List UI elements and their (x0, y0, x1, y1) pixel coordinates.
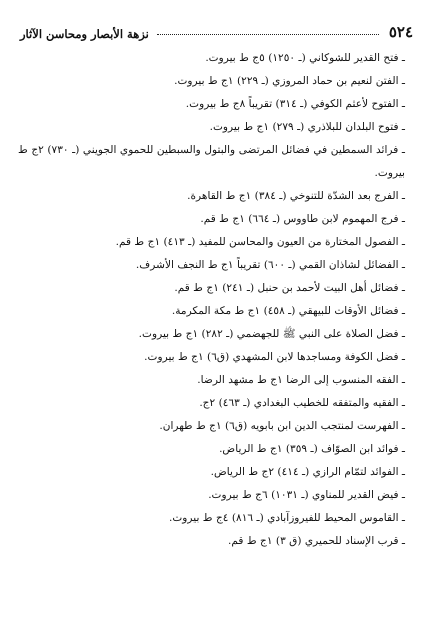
bibliography-entry: ـ فضائل أهل البيت لأحمد بن حنبل (ـ ٢٤١) ١ج ط قم. (174, 282, 405, 294)
bibliography-entry: ـ فيض القدير للمناوي (ـ ١٠٣١) ٦ج ط بيروت. (208, 489, 405, 501)
bibliography-entry: ـ فضل الكوفة ومساجدها لابن المشهدي (ق٦) ١ج ط بيروت. (144, 351, 405, 363)
bibliography-entry: ـ فضائل الأوقات للبيهقي (ـ ٤٥٨) ١ج ط مكة المكرمة. (171, 305, 405, 317)
bibliography-entry: ـ فتح القدير للشوكاني (ـ ١٢٥٠) ٥ج ط بيروت. (205, 52, 405, 64)
bibliography-entry: ـ فوائد ابن الصوّاف (ـ ٣٥٩) ١ج ط الرياض. (219, 443, 405, 455)
bibliography-list (18, 47, 405, 553)
bibliography-entry: ـ الفصول المختارة من العيون والمحاسن للمفيد (ـ ٤١٣) ١ج ط قم. (115, 236, 405, 248)
page-header (20, 19, 413, 41)
bibliography-entry: ـ القاموس المحيط للفيروزآبادي (ـ ٨١٦) ٤ج ط بيروت. (168, 512, 405, 524)
bibliography-entry: ـ فضل الصلاة على النبي ﷺ للجهضمي (ـ ٢٨٢) ١ج ط بيروت. (138, 328, 405, 340)
bibliography-entry: ـ فرج المهموم لابن طاووس (ـ ٦٦٤) ١ج ط قم. (200, 213, 405, 225)
bibliography-entry: ـ الفضائل لشاذان القمي (ـ ٦٠٠) تقريباً ١ج ط النجف الأشرف. (135, 259, 405, 271)
bibliography-entry: ـ قرب الإسناد للحميري (ق ٣) ١ج ط قم. (228, 535, 405, 547)
running-title: نزهة الأبصار ومحاسن الآثار (20, 27, 149, 41)
bibliography-entry: ـ فتوح البلدان للبلاذري (ـ ٢٧٩) ١ج ط بيروت. (209, 121, 405, 133)
bibliography-entry: ـ الفرج بعد الشدّة للتنوخي (ـ ٣٨٤) ١ج ط القاهرة. (187, 190, 405, 202)
header-dotted-leader (157, 33, 379, 35)
bibliography-entry: ـ الفوائد لتمّام الرازي (ـ ٤١٤) ٢ج ط الرياض. (210, 466, 405, 478)
bibliography-entry: ـ الفتن لنعيم بن حماد المروزي (ـ ٢٢٩) ١ج ط بيروت. (174, 75, 405, 87)
bibliography-entry: ـ الفهرست لمنتجب الدين ابن بابويه (ق٦) ١ج ط طهران. (159, 420, 405, 432)
bibliography-entry: ـ الفقيه والمتفقه للخطيب البغدادي (ـ ٤٦٣) ٢ج. (199, 397, 405, 409)
page-number: ٥٢٤ (388, 23, 413, 41)
bibliography-entry: ـ الفقه المنسوب إلى الرضا ١ج ط مشهد الرضا. (197, 374, 405, 386)
bibliography-entry: ـ الفتوح لأعثم الكوفي (ـ ٣١٤) تقريباً ٨ج ط بيروت. (185, 98, 405, 110)
bibliography-entry: ـ فرائد السمطين في فضائل المرتضى والبتول والسبطين للحموي الجويني (ـ ٧٣٠) ٢ج ط بيروت. (18, 144, 405, 179)
